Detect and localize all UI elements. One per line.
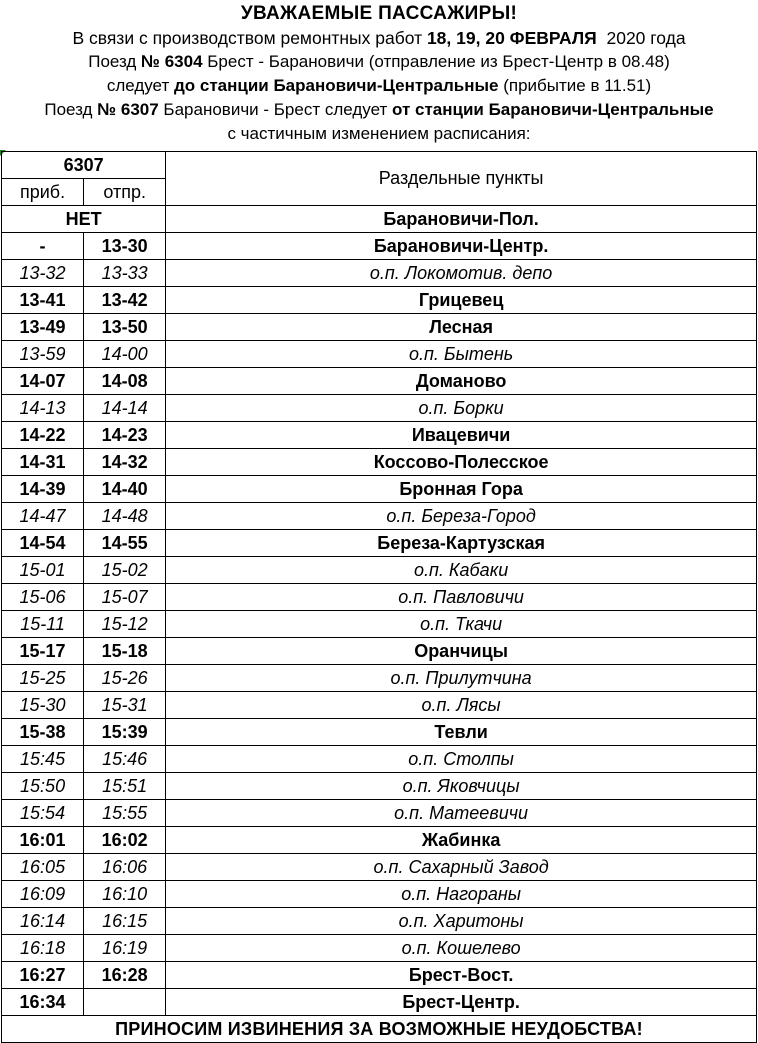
- points-header: Раздельные пункты: [166, 152, 757, 206]
- table-row: [2, 719, 757, 746]
- station-cell: Брест-Центр.: [166, 989, 757, 1016]
- departure-cell: 16:06: [84, 854, 166, 881]
- arrival-cell: 14-07: [2, 368, 84, 395]
- table-row: [2, 503, 757, 530]
- departure-cell: [84, 989, 166, 1016]
- apology-footer: ПРИНОСИМ ИЗВИНЕНИЯ ЗА ВОЗМОЖНЫЕ НЕУДОБСТВА!: [2, 1016, 757, 1043]
- station-cell: Доманово: [166, 368, 757, 395]
- station-cell: Жабинка: [166, 827, 757, 854]
- table-row: [2, 584, 757, 611]
- station-cell: Коссово-Полесское: [166, 449, 757, 476]
- departure-cell: 14-08: [84, 368, 166, 395]
- station-cell: Грицевец: [166, 287, 757, 314]
- departure-cell: 15:51: [84, 773, 166, 800]
- departure-cell: 13-33: [84, 260, 166, 287]
- arrival-cell: 15-01: [2, 557, 84, 584]
- arrival-cell: 16:01: [2, 827, 84, 854]
- departure-cell: 14-40: [84, 476, 166, 503]
- line1-suffix: 2020 года: [596, 28, 686, 48]
- table-row: [2, 800, 757, 827]
- table-row: [2, 422, 757, 449]
- arrival-header: приб.: [2, 179, 84, 206]
- train-6307-number: № 6307: [97, 100, 159, 119]
- notice-line-2: [0, 50, 758, 74]
- line3-destination: до станции Барановичи-Центральные: [173, 76, 499, 95]
- departure-cell: 16:10: [84, 881, 166, 908]
- arrival-cell: 15-38: [2, 719, 84, 746]
- line4-origin: от станции Барановичи-Центральные: [391, 100, 714, 119]
- arrival-cell: 15-11: [2, 611, 84, 638]
- departure-cell: 13-50: [84, 314, 166, 341]
- table-row: [2, 449, 757, 476]
- departure-cell: 15-12: [84, 611, 166, 638]
- departure-cell: 16:28: [84, 962, 166, 989]
- arrival-cell: 15-25: [2, 665, 84, 692]
- table-row: [2, 395, 757, 422]
- arrival-cell: 14-22: [2, 422, 84, 449]
- arrival-cell: 15-06: [2, 584, 84, 611]
- line1-prefix: В связи с производством ремонтных работ: [72, 28, 427, 48]
- train-number-header: 6307: [2, 152, 166, 179]
- line2-suffix: Брест - Барановичи (отправление из Брест-Центр в 08.48): [202, 52, 670, 71]
- table-row: [2, 908, 757, 935]
- table-row: [2, 962, 757, 989]
- arrival-cell: 16:27: [2, 962, 84, 989]
- station-cell: Бронная Гора: [166, 476, 757, 503]
- station-cell: Оранчицы: [166, 638, 757, 665]
- station-cell: о.п. Лясы: [166, 692, 757, 719]
- arrival-cell: 16:05: [2, 854, 84, 881]
- table-row: [2, 746, 757, 773]
- station-cell: о.п. Береза-Город: [166, 503, 757, 530]
- table-row: [2, 287, 757, 314]
- departure-cell: 15:39: [84, 719, 166, 746]
- station-cell: Брест-Вост.: [166, 962, 757, 989]
- station-cell: Береза-Картузская: [166, 530, 757, 557]
- station-cell: о.п. Павловичи: [166, 584, 757, 611]
- arrival-cell: 16:34: [2, 989, 84, 1016]
- table-row: [2, 854, 757, 881]
- departure-cell: 15:55: [84, 800, 166, 827]
- table-row: [2, 692, 757, 719]
- station-cell: Тевли: [166, 719, 757, 746]
- schedule-table: [1, 151, 757, 1043]
- repair-dates: 18, 19, 20 ФЕВРАЛЯ: [426, 28, 597, 48]
- station-cell: Барановичи-Центр.: [166, 233, 757, 260]
- table-row: [2, 260, 757, 287]
- departure-cell: 14-55: [84, 530, 166, 557]
- station-cell: о.п. Прилутчина: [166, 665, 757, 692]
- arrival-cell: 13-49: [2, 314, 84, 341]
- footer-row: [2, 1016, 757, 1043]
- table-row: [2, 233, 757, 260]
- station-cell: о.п. Кошелево: [166, 935, 757, 962]
- departure-cell: 15-31: [84, 692, 166, 719]
- departure-cell: 16:15: [84, 908, 166, 935]
- table-row: [2, 611, 757, 638]
- table-row: [2, 341, 757, 368]
- arrival-cell: 14-31: [2, 449, 84, 476]
- departure-cell: 14-48: [84, 503, 166, 530]
- station-cell: о.п. Локомотив. депо: [166, 260, 757, 287]
- arrival-cell: 14-47: [2, 503, 84, 530]
- arrival-cell: 14-13: [2, 395, 84, 422]
- station-cell: Лесная: [166, 314, 757, 341]
- departure-cell: 13-42: [84, 287, 166, 314]
- arrival-cell: 15:45: [2, 746, 84, 773]
- arrival-cell: 16:09: [2, 881, 84, 908]
- line4-prefix: Поезд: [44, 100, 98, 119]
- table-row: [2, 557, 757, 584]
- station-cell: о.п. Харитоны: [166, 908, 757, 935]
- table-row: [2, 935, 757, 962]
- station-cell: о.п. Матеевичи: [166, 800, 757, 827]
- arrival-cell: 16:14: [2, 908, 84, 935]
- arrival-cell: 15-30: [2, 692, 84, 719]
- station-cell: о.п. Бытень: [166, 341, 757, 368]
- departure-cell: 13-30: [84, 233, 166, 260]
- station-cell: о.п. Сахарный Завод: [166, 854, 757, 881]
- departure-header: отпр.: [84, 179, 166, 206]
- departure-cell: 14-23: [84, 422, 166, 449]
- departure-cell: 14-00: [84, 341, 166, 368]
- departure-cell: 15-07: [84, 584, 166, 611]
- arrival-cell: 15:50: [2, 773, 84, 800]
- table-row: [2, 773, 757, 800]
- train-6304-number: № 6304: [141, 52, 203, 71]
- table-row: [2, 476, 757, 503]
- table-row: [2, 665, 757, 692]
- departure-cell: 15:46: [84, 746, 166, 773]
- station-cell: о.п. Ткачи: [166, 611, 757, 638]
- notice-header: [0, 0, 758, 146]
- table-row: [2, 638, 757, 665]
- departure-cell: 15-18: [84, 638, 166, 665]
- station-cell: Ивацевичи: [166, 422, 757, 449]
- station-cell: Барановичи-Пол.: [166, 206, 757, 233]
- station-cell: о.п. Яковчицы: [166, 773, 757, 800]
- notice-line-4: [0, 98, 758, 122]
- arrival-cell: НЕТ: [2, 206, 166, 233]
- notice-title: УВАЖАЕМЫЕ ПАССАЖИРЫ!: [240, 3, 518, 24]
- departure-cell: 14-14: [84, 395, 166, 422]
- arrival-cell: 13-32: [2, 260, 84, 287]
- arrival-cell: 14-39: [2, 476, 84, 503]
- table-row: [2, 989, 757, 1016]
- line4-mid: Барановичи - Брест следует: [158, 100, 392, 119]
- station-cell: о.п. Борки: [166, 395, 757, 422]
- table-row: [2, 827, 757, 854]
- station-cell: о.п. Нагораны: [166, 881, 757, 908]
- arrival-cell: 15:54: [2, 800, 84, 827]
- station-cell: о.п. Столпы: [166, 746, 757, 773]
- line3-suffix: (прибытие в 11.51): [498, 76, 652, 95]
- notice-line-5: с частичным изменением расписания:: [227, 124, 531, 143]
- notice-line-3: [0, 74, 758, 98]
- table-row: [2, 368, 757, 395]
- arrival-cell: -: [2, 233, 84, 260]
- arrival-cell: 16:18: [2, 935, 84, 962]
- table-header-row: [2, 152, 757, 179]
- arrival-cell: 14-54: [2, 530, 84, 557]
- notice-line-1: [0, 26, 758, 50]
- line2-prefix: Поезд: [88, 52, 142, 71]
- departure-cell: 16:19: [84, 935, 166, 962]
- arrival-cell: 15-17: [2, 638, 84, 665]
- table-row: [2, 314, 757, 341]
- departure-cell: 16:02: [84, 827, 166, 854]
- station-cell: о.п. Кабаки: [166, 557, 757, 584]
- arrival-cell: 13-59: [2, 341, 84, 368]
- departure-cell: 14-32: [84, 449, 166, 476]
- table-row: [2, 881, 757, 908]
- table-row: [2, 206, 757, 233]
- departure-cell: 15-02: [84, 557, 166, 584]
- table-row: [2, 530, 757, 557]
- line3-prefix: следует: [106, 76, 174, 95]
- arrival-cell: 13-41: [2, 287, 84, 314]
- departure-cell: 15-26: [84, 665, 166, 692]
